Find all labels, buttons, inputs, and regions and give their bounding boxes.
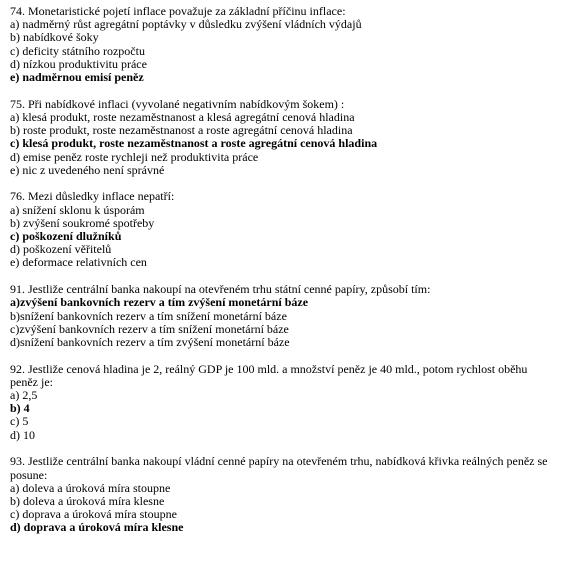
question-text: 74. Monetaristické pojetí inflace považuje za základní příčinu inflace: (10, 4, 346, 18)
option-e: e) deformace relativních cen (10, 255, 147, 270)
option-b: b) roste produkt, roste nezaměstnanost a roste agregátní cenová hladina (10, 123, 353, 138)
option-d: d) 10 (10, 427, 35, 442)
option-a: a) klesá produkt, roste nezaměstnanost a klesá agregátní cenová hladina (10, 109, 355, 124)
option-a: a) 2,5 (10, 388, 38, 403)
option-b: b) nabídkové šoky (10, 30, 99, 45)
option-d: d) poškození věřitelů (10, 242, 112, 257)
document-body (10, 5, 558, 548)
question-76 (10, 190, 558, 269)
question-93 (10, 455, 558, 534)
question-74 (10, 5, 558, 84)
question-text: 75. Při nabídkové inflaci (vyvolané negativním nabídkovým šokem) : (10, 96, 345, 111)
question-text: 93. Jestliže centrální banka nakoupí vládní cenné papíry na otevřeném trhu, nabídková křivka reálných peněz se posune: (10, 454, 548, 482)
question-92 (10, 363, 558, 442)
question-text: 76. Mezi důsledky inflace nepatří: (10, 189, 175, 204)
option-c: c) deficity státního rozpočtu (10, 43, 145, 58)
option-c: c) doprava a úroková míra stoupne (10, 507, 177, 522)
option-a: a) snížení sklonu k úsporám (10, 202, 145, 217)
option-e-correct: e) nadměrnou emisí peněz (10, 70, 144, 85)
option-c-correct: c) klesá produkt, roste nezaměstnanost a roste agregátní cenová hladina (10, 136, 378, 151)
option-b-correct: b) 4 (10, 401, 30, 416)
option-d: d) emise peněz roste rychleji než produktivita práce (10, 149, 259, 164)
option-b: b)snížení bankovních rezerv a tím snížení monetární báze (10, 308, 287, 323)
option-a: a) doleva a úroková míra stoupne (10, 480, 171, 495)
option-d: d)snížení bankovních rezerv a tím zvýšení monetární báze (10, 334, 290, 349)
question-text: 92. Jestliže cenová hladina je 2, reálný GDP je 100 mld. a množství peněz je 40 mld., potom rychlost oběhu peněz je: (10, 361, 528, 389)
option-c: c) 5 (10, 414, 29, 429)
option-e: e) nic z uvedeného není správné (10, 162, 165, 177)
question-text: 91. Jestliže centrální banka nakoupí na otevřeném trhu státní cenné papíry, způsobí tím: (10, 282, 431, 297)
option-d-correct: d) doprava a úroková míra klesne (10, 520, 184, 535)
option-b: b) zvýšení soukromé spotřeby (10, 215, 155, 230)
option-a-correct: a)zvýšení bankovních rezerv a tím zvýšení monetární báze (10, 295, 309, 310)
question-75 (10, 98, 558, 177)
option-d: d) nízkou produktivitu práce (10, 56, 147, 71)
option-b: b) doleva a úroková míra klesne (10, 494, 165, 508)
option-c: c)zvýšení bankovních rezerv a tím snížení monetární báze (10, 321, 289, 336)
option-c-correct: c) poškození dlužníků (10, 229, 122, 244)
question-91 (10, 283, 558, 349)
option-a: a) nadměrný růst agregátní poptávky v důsledku zvýšení vládních výdajů (10, 17, 362, 32)
